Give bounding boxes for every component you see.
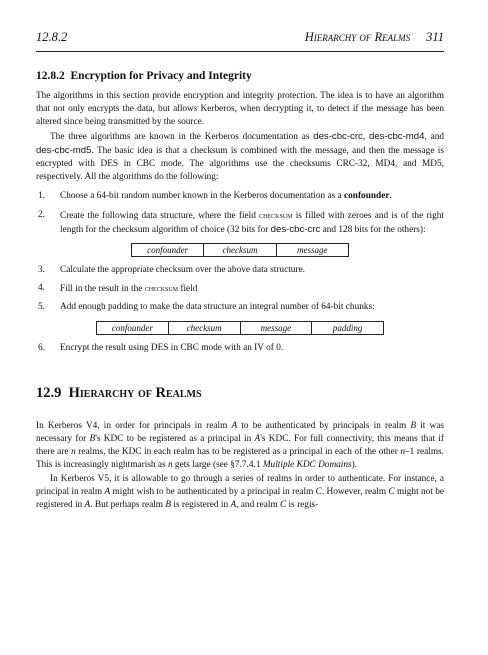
field-checksum: checksum [204,244,276,256]
subsection-number: 12.8.2 [36,70,65,82]
padded-structure-diagram [96,321,384,335]
field-confounder: confounder [97,322,169,334]
section-heading [36,385,444,402]
paragraph-intro: The algorithms in this section provide encryption and integrity protection. The idea is to have an algorithm that not only encrypts the data, but allows Kerberos, when decrypting it, to detect if the message has been altered since being transmitted by the source. [36,91,444,128]
algo-name: des-cbc-md4 [368,130,425,142]
paragraph-v4: In Kerberos V4, in order for principals in realm A to be authenticated by principals in realm B it was necessary for B's KDC to be registered as a principal in A's KDC. For full connectivity, this means that if there are n realms, the KDC in each realm has to be registered as a principal in each of the other n–1 realms. This is increasingly nightmarish as n gets large (see §7.7.4.1 Multiple KDC Domains). [36,420,445,471]
field-padding: padding [332,322,363,333]
page-number: 311 [426,30,444,44]
section-title: Hierarchy of Realms [68,384,202,401]
paragraph-algorithms: The three algorithms are known in the Kerberos documentation as des-cbc-crc, des-cbc-md4, and des-cbc-md5. The basic idea is that a checksum is combined with the message, and then the message is encrypted with DES in CBC mode. The algorithms use the checksums CRC-32, MD4, and MD5, respectively. All the algorithms do the following: [36,130,444,183]
steps-list [36,264,444,315]
field-message: message [297,245,328,256]
subsection-title: Encryption for Privacy and Integrity [70,70,252,82]
algo-name: des-cbc-crc [313,130,363,142]
step-item: 3. Calculate the appropriate checksum over the above data structure. [38,265,305,276]
step-item: 1. Choose a 64-bit random number known in the Kerberos documentation as a confounder. [38,191,392,202]
field-confounder: confounder [132,244,204,256]
field-checksum: checksum [169,322,241,334]
header-section-number: 12.8.2 [36,30,68,44]
section-number: 12.9 [36,384,62,401]
algo-name: des-cbc-md5 [36,144,92,156]
data-structure-diagram [131,243,349,257]
cross-reference: Multiple KDC Domains [262,460,352,471]
step-item: 2. Create the following data structure, where the field checksum is filled with zeroes and is of the right length for the checksum algorithm of choice (32 bits for des-cbc-crc and 128 bits for the others): [38,209,444,235]
header-title: Hierarchy of Realms [304,30,411,44]
steps-list [36,342,444,355]
paragraph-v5: In Kerberos V5, it is allowable to go through a series of realms in order to authenticate. For instance, a principal in realm A might wish to be authenticated by a principal in realm C. However, realm C might not be registered in A. But perhaps realm B is registered in A, and realm C is regis- [36,473,444,511]
subsection-heading [36,70,444,82]
confounder-term: confounder [344,191,390,202]
steps-list [36,190,444,237]
step-item: 6. Encrypt the result using DES in CBC mode with an IV of 0. [38,342,284,353]
step-item: 5. Add enough padding to make the data structure an integral number of 64-bit chunks: [38,302,375,313]
page [36,30,444,512]
step-item: 4. Fill in the result in the checksum field [38,283,198,295]
running-header [36,30,444,52]
field-message: message [241,322,313,334]
